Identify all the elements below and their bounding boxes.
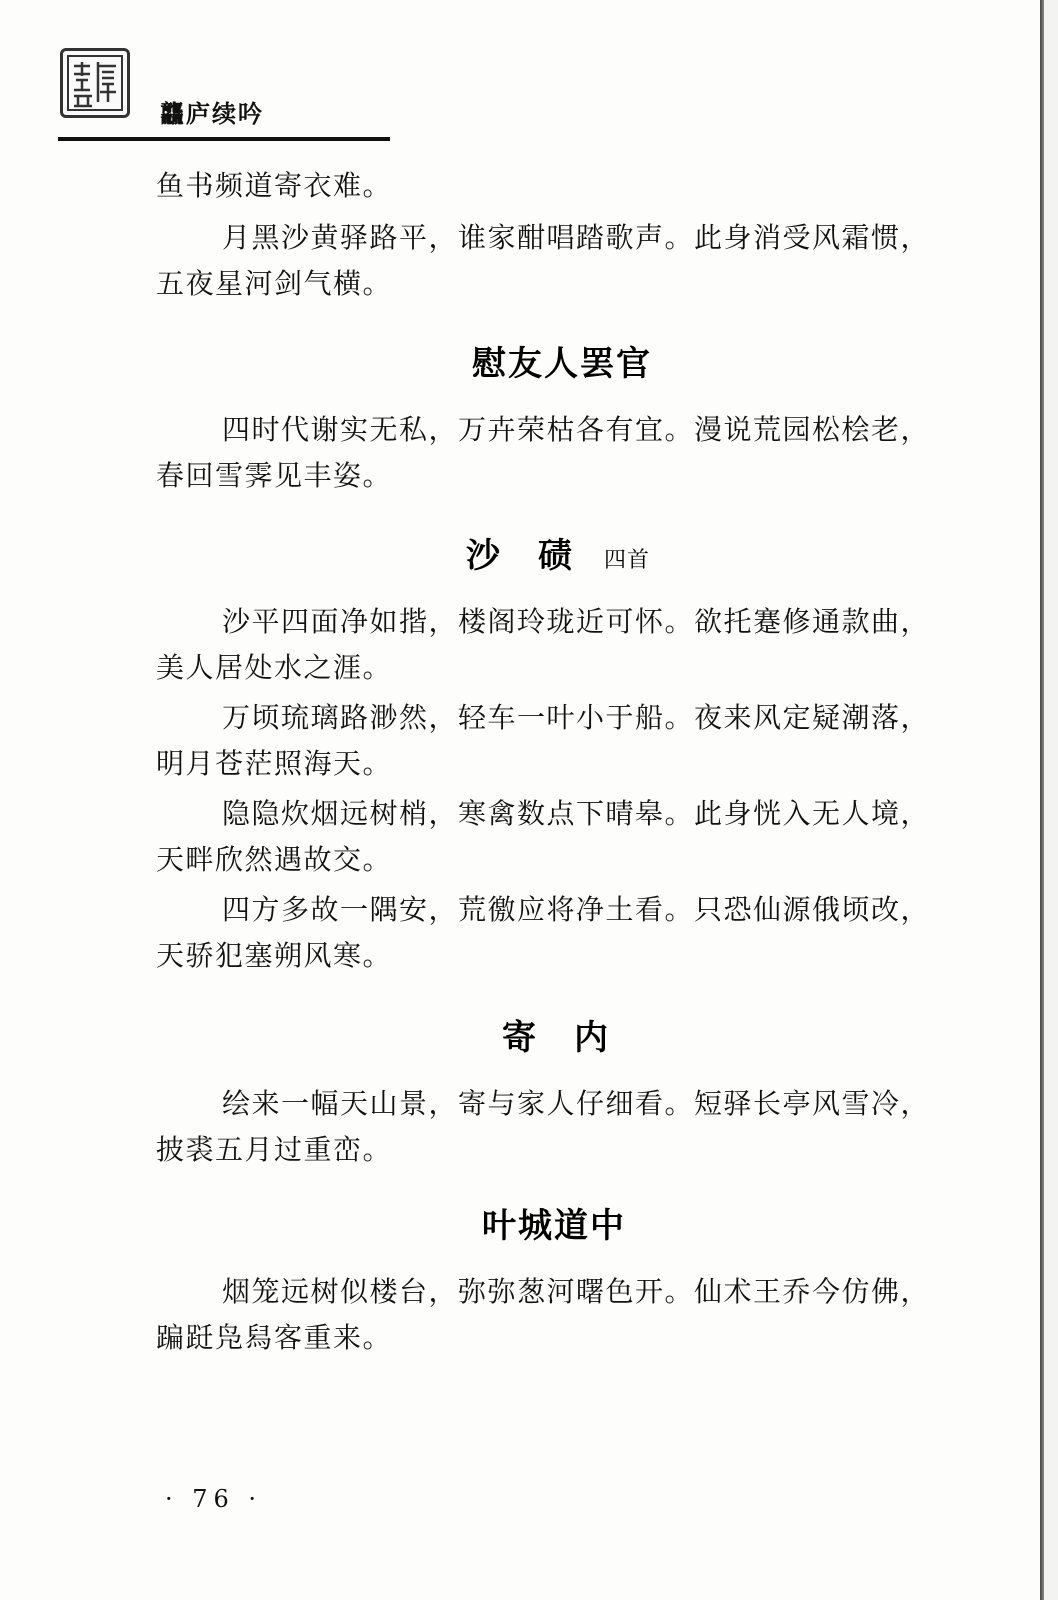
poem-line: 烟笼远树似楼台，弥弥葱河曙色开。仙术王乔今仿佛，	[222, 1275, 931, 1308]
poem-line: 万顷琉璃路渺然，轻车一叶小于船。夜来风定疑潮落，	[222, 701, 931, 734]
poem-line: 披裘五月过重峦。	[156, 1133, 393, 1166]
poem-title-text: 沙 碛	[466, 536, 574, 576]
poem-line: 绘来一幅天山景，寄与家人仔细看。短驿长亭风雪冷，	[222, 1087, 931, 1120]
poem-line: 春回雪霁见丰姿。	[156, 459, 393, 492]
poem-line: 美人居处水之涯。	[156, 651, 393, 684]
page-edge-line	[1040, 0, 1044, 1600]
poem-title	[466, 528, 650, 577]
poem-title: 寄 内	[502, 1018, 610, 1058]
poem-line: 天畔欣然遇故交。	[156, 843, 393, 876]
poem-line: 隐隐炊烟远树梢，寒禽数点下晴皋。此身恍入无人境，	[222, 797, 931, 830]
poem-title-note: 四首	[604, 548, 651, 573]
poem-line: 天骄犯塞朔风寒。	[156, 939, 393, 972]
poem-line: 四时代谢实无私，万卉荣枯各有宜。漫说荒园松桧老，	[222, 413, 931, 446]
poem-line: 月黑沙黄驿路平，谁家酣唱踏歌声。此身消受风霜惯，	[222, 221, 931, 254]
poem-title: 叶城道中	[482, 1206, 626, 1246]
poem-line: 蹁跹凫舄客重来。	[156, 1321, 393, 1354]
header-rule	[58, 137, 390, 141]
poem-line: 明月苍茫照海天。	[156, 747, 393, 780]
poem-line: 四方多故一隅安，荒徼应将净土看。只恐仙源俄顷改，	[222, 893, 931, 926]
poem-line: 鱼书频道寄衣难。	[156, 169, 393, 202]
running-header-title: 龘庐续吟	[160, 100, 264, 128]
poem-line: 五夜星河剑气横。	[156, 267, 393, 300]
seal-logo-icon	[60, 48, 130, 118]
page-edge-shadow	[1044, 0, 1058, 1600]
poem-title: 慰友人罢官	[472, 344, 652, 384]
poem-line: 沙平四面净如揩，楼阁玲珑近可怀。欲托蹇修通款曲，	[222, 605, 931, 638]
page-number: · 76 ·	[165, 1485, 263, 1513]
